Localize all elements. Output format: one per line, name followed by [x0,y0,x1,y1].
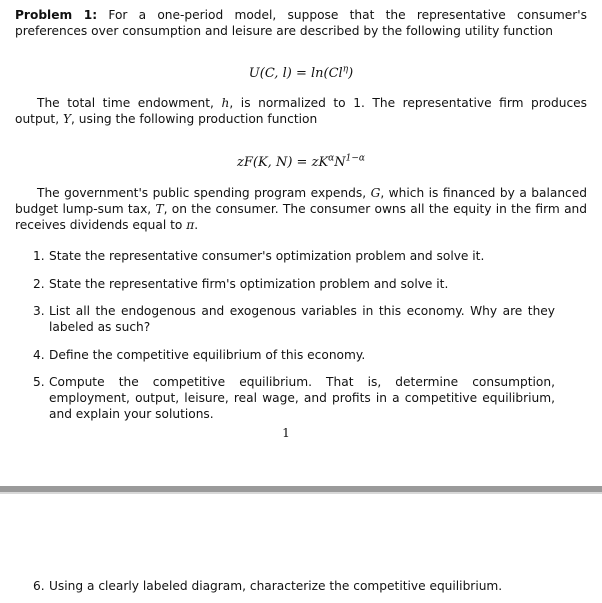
page-number: 1 [282,426,290,440]
problem-heading: Problem 1: [15,8,98,22]
problem-intro [15,7,587,39]
question-item-1: 1. State the representative consumer's optimization problem and solve it. [33,249,485,263]
question-item-4: 4. Define the competitive equilibrium of this economy. [33,348,366,362]
question-item-5: 5. Compute the competitive equilibrium. That is, determine consumption, employment, output, leisure, real wage, and profits in a competitive equilibrium, and explain your solutions. [33,375,555,421]
intro-text: For a one-period model, suppose that the representative consumer's preferences over consumption and leisure are described by the following utility function [15,8,588,38]
question-item-6: 6. Using a clearly labeled diagram, characterize the competitive equilibrium. [33,579,503,593]
page-break-shadow [0,492,602,494]
question-item-3: 3. List all the endogenous and exogenous variables in this economy. Why are they labeled as such? [33,304,555,334]
utility-equation: U(C, $l) = \ln(Cl^\eta)$ [248,64,354,81]
paragraph-government: The government's public spending program expends, G, which is financed by a balanced budget lump-sum tax, T, on the consumer. The consumer owns all the equity in the firm and receives dividends equal to π. [15,186,587,232]
paragraph-endowment: The total time endowment, h, is normalized to 1. The representative firm produces output, Y, using the following production function [15,96,587,126]
question-item-2: 2. State the representative firm's optimization problem and solve it. [33,277,449,291]
production-equation: zF(K, $N) = zK^\alpha N^{1-\alpha}$ [237,153,365,170]
